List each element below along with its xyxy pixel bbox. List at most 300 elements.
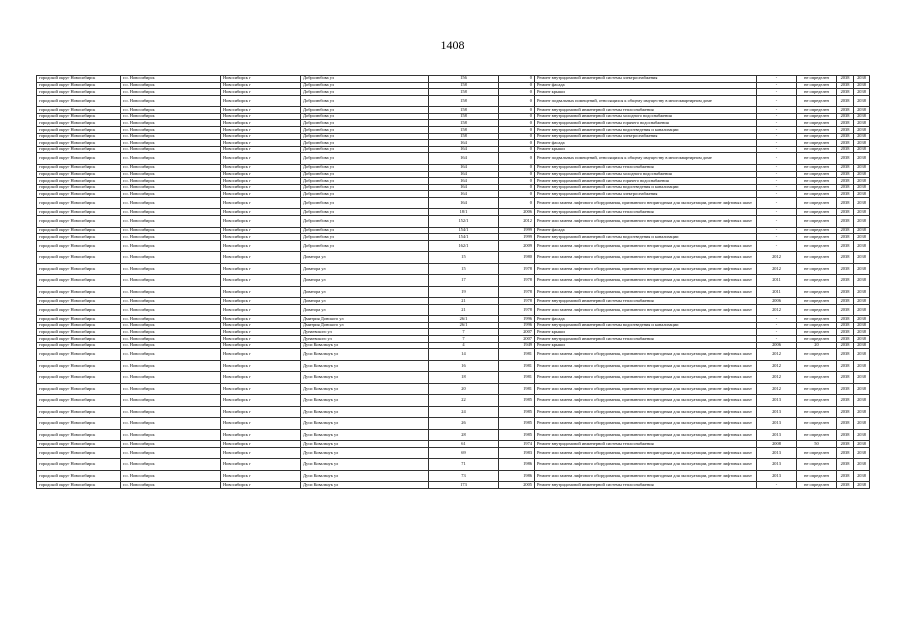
settlement-cell: г.о. Новосибирск — [121, 89, 221, 96]
cost-cell: не определен — [797, 349, 837, 361]
city-cell: Новосибирск г — [221, 89, 301, 96]
cost-cell: не определен — [797, 383, 837, 395]
plan-year-start-cell: 2038 — [837, 275, 854, 287]
house-cell: 156 — [429, 76, 499, 83]
last-repair-cell: - — [757, 216, 797, 228]
street-cell: Добролюбова ул — [301, 133, 429, 140]
settlement-cell: г.о. Новосибирск — [121, 107, 221, 114]
district-cell: городской округ Новосибирск — [37, 372, 121, 384]
district-cell: городской округ Новосибирск — [37, 216, 121, 228]
city-cell: Новосибирск г — [221, 329, 301, 336]
city-cell: Новосибирск г — [221, 316, 301, 323]
city-cell: Новосибирск г — [221, 140, 301, 147]
year-built-cell: 1985 — [499, 395, 535, 407]
table-row — [37, 113, 870, 120]
house-cell: 158 — [429, 107, 499, 114]
plan-year-end-cell: 2038 — [854, 263, 870, 275]
plan-year-end-cell: 2038 — [854, 275, 870, 287]
district-cell: городской округ Новосибирск — [37, 178, 121, 185]
year-built-cell: 1978 — [499, 304, 535, 316]
street-cell: Дмитрия Донского ул — [301, 322, 429, 329]
street-cell: Доватора ул — [301, 304, 429, 316]
work-type-cell: Ремонт внутридомовой инженерной системы горячего водоснабжения — [535, 120, 757, 127]
plan-year-start-cell: 2038 — [837, 316, 854, 323]
table-row — [37, 76, 870, 83]
city-cell: Новосибирск г — [221, 95, 301, 107]
settlement-cell: г.о. Новосибирск — [121, 286, 221, 298]
table-row — [37, 89, 870, 96]
plan-year-end-cell: 2038 — [854, 227, 870, 234]
year-built-cell: 1985 — [499, 429, 535, 441]
city-cell: Новосибирск г — [221, 336, 301, 343]
street-cell: Дуси Ковальчук ул — [301, 342, 429, 349]
house-cell: 164 — [429, 184, 499, 191]
table-row — [37, 153, 870, 165]
house-cell: 164 — [429, 164, 499, 171]
cost-cell: не определен — [797, 76, 837, 83]
house-cell: 158 — [429, 113, 499, 120]
table-row — [37, 240, 870, 252]
city-cell: Новосибирск г — [221, 298, 301, 305]
work-type-cell: Ремонт или замена лифтового оборудования, признанного непригодным для эксплуатации, ремонт лифтовых шахт — [535, 395, 757, 407]
street-cell: Добролюбова ул — [301, 89, 429, 96]
settlement-cell: г.о. Новосибирск — [121, 133, 221, 140]
house-cell: 22 — [429, 395, 499, 407]
settlement-cell: г.о. Новосибирск — [121, 227, 221, 234]
cost-cell: не определен — [797, 133, 837, 140]
last-repair-cell: - — [757, 329, 797, 336]
house-cell: 18 — [429, 372, 499, 384]
street-cell: Дуси Ковальчук ул — [301, 441, 429, 448]
last-repair-cell: - — [757, 197, 797, 209]
plan-year-end-cell: 2038 — [854, 120, 870, 127]
street-cell: Дуси Ковальчук ул — [301, 349, 429, 361]
house-cell: 158 — [429, 89, 499, 96]
table-row — [37, 234, 870, 241]
work-type-cell: Ремонт или замена лифтового оборудования, признанного непригодным для эксплуатации, ремонт лифтовых шахт — [535, 418, 757, 430]
table-row — [37, 227, 870, 234]
plan-year-start-cell: 2038 — [837, 441, 854, 448]
settlement-cell: г.о. Новосибирск — [121, 395, 221, 407]
plan-year-end-cell: 2038 — [854, 178, 870, 185]
street-cell: Доватора ул — [301, 252, 429, 264]
work-type-cell: Ремонт или замена лифтового оборудования, признанного непригодным для эксплуатации, ремонт лифтовых шахт — [535, 197, 757, 209]
year-built-cell: 0 — [499, 107, 535, 114]
capital-repair-table — [36, 75, 870, 489]
street-cell: Добролюбова ул — [301, 234, 429, 241]
settlement-cell: г.о. Новосибирск — [121, 184, 221, 191]
plan-year-start-cell: 2038 — [837, 298, 854, 305]
cost-cell: не определен — [797, 275, 837, 287]
settlement-cell: г.о. Новосибирск — [121, 263, 221, 275]
settlement-cell: г.о. Новосибирск — [121, 372, 221, 384]
cost-cell: не определен — [797, 470, 837, 482]
last-repair-cell: - — [757, 153, 797, 165]
house-cell: 154/1 — [429, 227, 499, 234]
house-cell: 173 — [429, 482, 499, 489]
cost-cell: не определен — [797, 107, 837, 114]
last-repair-cell: 2013 — [757, 406, 797, 418]
plan-year-end-cell: 2038 — [854, 470, 870, 482]
plan-year-start-cell: 2038 — [837, 429, 854, 441]
city-cell: Новосибирск г — [221, 184, 301, 191]
house-cell: 71 — [429, 459, 499, 471]
street-cell: Дуси Ковальчук ул — [301, 470, 429, 482]
district-cell: городской округ Новосибирск — [37, 127, 121, 134]
year-built-cell: 0 — [499, 76, 535, 83]
settlement-cell: г.о. Новосибирск — [121, 113, 221, 120]
city-cell: Новосибирск г — [221, 216, 301, 228]
table-row — [37, 459, 870, 471]
work-type-cell: Ремонт внутридомовой инженерной системы электроснабжения — [535, 133, 757, 140]
plan-year-start-cell: 2038 — [837, 76, 854, 83]
plan-year-end-cell: 2038 — [854, 329, 870, 336]
plan-year-end-cell: 2038 — [854, 113, 870, 120]
city-cell: Новосибирск г — [221, 322, 301, 329]
plan-year-start-cell: 2038 — [837, 113, 854, 120]
year-built-cell: 1985 — [499, 406, 535, 418]
table-row — [37, 322, 870, 329]
cost-cell: не определен — [797, 113, 837, 120]
city-cell: Новосибирск г — [221, 275, 301, 287]
table-row — [37, 336, 870, 343]
street-cell: Дунаевского ул — [301, 336, 429, 343]
settlement-cell: г.о. Новосибирск — [121, 459, 221, 471]
settlement-cell: г.о. Новосибирск — [121, 153, 221, 165]
last-repair-cell: - — [757, 140, 797, 147]
year-built-cell: 1996 — [499, 322, 535, 329]
year-built-cell: 1980 — [499, 252, 535, 264]
plan-year-end-cell: 2038 — [854, 429, 870, 441]
settlement-cell: г.о. Новосибирск — [121, 360, 221, 372]
street-cell: Добролюбова ул — [301, 140, 429, 147]
plan-year-start-cell: 2038 — [837, 164, 854, 171]
plan-year-start-cell: 2038 — [837, 482, 854, 489]
year-built-cell: 1949 — [499, 342, 535, 349]
street-cell: Доватора ул — [301, 275, 429, 287]
table-row — [37, 184, 870, 191]
district-cell: городской округ Новосибирск — [37, 191, 121, 198]
plan-year-start-cell: 2038 — [837, 329, 854, 336]
settlement-cell: г.о. Новосибирск — [121, 406, 221, 418]
plan-year-start-cell: 2038 — [837, 360, 854, 372]
work-type-cell: Ремонт или замена лифтового оборудования, признанного непригодным для эксплуатации, ремонт лифтовых шахт — [535, 372, 757, 384]
plan-year-end-cell: 2038 — [854, 304, 870, 316]
table-row — [37, 263, 870, 275]
house-cell: 158 — [429, 133, 499, 140]
city-cell: Новосибирск г — [221, 252, 301, 264]
last-repair-cell: - — [757, 113, 797, 120]
plan-year-end-cell: 2038 — [854, 197, 870, 209]
table-row — [37, 482, 870, 489]
district-cell: городской округ Новосибирск — [37, 316, 121, 323]
plan-year-end-cell: 2038 — [854, 234, 870, 241]
work-type-cell: Ремонт внутридомовой инженерной системы электроснабжения — [535, 76, 757, 83]
city-cell: Новосибирск г — [221, 342, 301, 349]
work-type-cell: Ремонт внутридомовой инженерной системы теплоснабжения — [535, 298, 757, 305]
last-repair-cell: - — [757, 171, 797, 178]
plan-year-end-cell: 2038 — [854, 336, 870, 343]
work-type-cell: Ремонт или замена лифтового оборудования, признанного непригодным для эксплуатации, ремонт лифтовых шахт — [535, 286, 757, 298]
house-cell: 164 — [429, 146, 499, 153]
city-cell: Новосибирск г — [221, 234, 301, 241]
plan-year-start-cell: 2038 — [837, 178, 854, 185]
work-type-cell: Ремонт или замена лифтового оборудования, признанного непригодным для эксплуатации, ремонт лифтовых шахт — [535, 263, 757, 275]
plan-year-end-cell: 2038 — [854, 298, 870, 305]
table-row — [37, 286, 870, 298]
settlement-cell: г.о. Новосибирск — [121, 127, 221, 134]
settlement-cell: г.о. Новосибирск — [121, 164, 221, 171]
district-cell: городской округ Новосибирск — [37, 234, 121, 241]
table-row — [37, 360, 870, 372]
table-row — [37, 470, 870, 482]
settlement-cell: г.о. Новосибирск — [121, 95, 221, 107]
settlement-cell: г.о. Новосибирск — [121, 342, 221, 349]
table-row — [37, 441, 870, 448]
street-cell: Дуси Ковальчук ул — [301, 395, 429, 407]
city-cell: Новосибирск г — [221, 286, 301, 298]
house-cell: 73 — [429, 470, 499, 482]
district-cell: городской округ Новосибирск — [37, 107, 121, 114]
last-repair-cell: - — [757, 316, 797, 323]
last-repair-cell: 2012 — [757, 263, 797, 275]
city-cell: Новосибирск г — [221, 107, 301, 114]
last-repair-cell: - — [757, 95, 797, 107]
street-cell: Добролюбова ул — [301, 107, 429, 114]
plan-year-end-cell: 2038 — [854, 459, 870, 471]
district-cell: городской округ Новосибирск — [37, 240, 121, 252]
work-type-cell: Ремонт внутридомовой инженерной системы водоотведения и канализации — [535, 184, 757, 191]
house-cell: 26 — [429, 418, 499, 430]
house-cell: 164 — [429, 191, 499, 198]
city-cell: Новосибирск г — [221, 191, 301, 198]
plan-year-start-cell: 2038 — [837, 372, 854, 384]
settlement-cell: г.о. Новосибирск — [121, 441, 221, 448]
street-cell: Доватора ул — [301, 263, 429, 275]
plan-year-end-cell: 2038 — [854, 171, 870, 178]
last-repair-cell: 2006 — [757, 342, 797, 349]
year-built-cell: 0 — [499, 171, 535, 178]
cost-cell: не определен — [797, 482, 837, 489]
plan-year-start-cell: 2038 — [837, 107, 854, 114]
house-cell: 16 — [429, 360, 499, 372]
work-type-cell: Ремонт внутридомовой инженерной системы водоотведения и канализации — [535, 322, 757, 329]
house-cell: 164 — [429, 171, 499, 178]
district-cell: городской округ Новосибирск — [37, 383, 121, 395]
settlement-cell: г.о. Новосибирск — [121, 304, 221, 316]
street-cell: Добролюбова ул — [301, 171, 429, 178]
district-cell: городской округ Новосибирск — [37, 227, 121, 234]
plan-year-end-cell: 2038 — [854, 127, 870, 134]
district-cell: городской округ Новосибирск — [37, 429, 121, 441]
house-cell: 15 — [429, 252, 499, 264]
year-built-cell: 1978 — [499, 275, 535, 287]
settlement-cell: г.о. Новосибирск — [121, 76, 221, 83]
last-repair-cell: - — [757, 133, 797, 140]
last-repair-cell: - — [757, 82, 797, 89]
last-repair-cell: - — [757, 120, 797, 127]
cost-cell: не определен — [797, 240, 837, 252]
plan-year-start-cell: 2038 — [837, 252, 854, 264]
cost-cell: не определен — [797, 286, 837, 298]
last-repair-cell: 2012 — [757, 383, 797, 395]
work-type-cell: Ремонт крыши — [535, 146, 757, 153]
table-row — [37, 395, 870, 407]
cost-cell: не определен — [797, 406, 837, 418]
district-cell: городской округ Новосибирск — [37, 82, 121, 89]
plan-year-end-cell: 2038 — [854, 360, 870, 372]
table-row — [37, 316, 870, 323]
settlement-cell: г.о. Новосибирск — [121, 383, 221, 395]
plan-year-end-cell: 2038 — [854, 349, 870, 361]
table-row — [37, 252, 870, 264]
house-cell: 24 — [429, 406, 499, 418]
plan-year-start-cell: 2038 — [837, 127, 854, 134]
work-type-cell: Ремонт фасада — [535, 316, 757, 323]
table-row — [37, 82, 870, 89]
work-type-cell: Ремонт или замена лифтового оборудования, признанного непригодным для эксплуатации, ремонт лифтовых шахт — [535, 304, 757, 316]
cost-cell: 20 — [797, 342, 837, 349]
last-repair-cell: - — [757, 191, 797, 198]
district-cell: городской округ Новосибирск — [37, 459, 121, 471]
work-type-cell: Ремонт или замена лифтового оборудования, признанного непригодным для эксплуатации, ремонт лифтовых шахт — [535, 275, 757, 287]
street-cell: Дмитрия Донского ул — [301, 316, 429, 323]
cost-cell: не определен — [797, 459, 837, 471]
street-cell: Доватора ул — [301, 298, 429, 305]
table-row — [37, 146, 870, 153]
last-repair-cell: - — [757, 240, 797, 252]
table-row — [37, 127, 870, 134]
plan-year-end-cell: 2038 — [854, 395, 870, 407]
district-cell: городской округ Новосибирск — [37, 298, 121, 305]
plan-year-start-cell: 2038 — [837, 140, 854, 147]
plan-year-end-cell: 2038 — [854, 164, 870, 171]
settlement-cell: г.о. Новосибирск — [121, 470, 221, 482]
work-type-cell: Ремонт или замена лифтового оборудования, признанного непригодным для эксплуатации, ремонт лифтовых шахт — [535, 459, 757, 471]
house-cell: 18/1 — [429, 209, 499, 216]
year-built-cell: 0 — [499, 146, 535, 153]
table-row — [37, 197, 870, 209]
street-cell: Добролюбова ул — [301, 184, 429, 191]
year-built-cell: 2007 — [499, 336, 535, 343]
work-type-cell: Ремонт или замена лифтового оборудования, признанного непригодным для эксплуатации, ремонт лифтовых шахт — [535, 360, 757, 372]
settlement-cell: г.о. Новосибирск — [121, 429, 221, 441]
house-cell: 28 — [429, 429, 499, 441]
table-row — [37, 406, 870, 418]
year-built-cell: 1978 — [499, 298, 535, 305]
city-cell: Новосибирск г — [221, 153, 301, 165]
last-repair-cell: 2012 — [757, 349, 797, 361]
cost-cell: не определен — [797, 171, 837, 178]
city-cell: Новосибирск г — [221, 178, 301, 185]
district-cell: городской округ Новосибирск — [37, 441, 121, 448]
district-cell: городской округ Новосибирск — [37, 342, 121, 349]
street-cell: Добролюбова ул — [301, 95, 429, 107]
work-type-cell: Ремонт или замена лифтового оборудования, признанного непригодным для эксплуатации, ремонт лифтовых шахт — [535, 252, 757, 264]
cost-cell: не определен — [797, 252, 837, 264]
work-type-cell: Ремонт подвальных помещений, относящихся к общему имуществу в многоквартирном доме — [535, 95, 757, 107]
city-cell: Новосибирск г — [221, 459, 301, 471]
city-cell: Новосибирск г — [221, 240, 301, 252]
settlement-cell: г.о. Новосибирск — [121, 234, 221, 241]
plan-year-end-cell: 2038 — [854, 406, 870, 418]
street-cell: Добролюбова ул — [301, 120, 429, 127]
plan-year-start-cell: 2038 — [837, 216, 854, 228]
work-type-cell: Ремонт подвальных помещений, относящихся к общему имуществу в многоквартирном доме — [535, 153, 757, 165]
settlement-cell: г.о. Новосибирск — [121, 322, 221, 329]
city-cell: Новосибирск г — [221, 263, 301, 275]
table-row — [37, 383, 870, 395]
plan-year-end-cell: 2038 — [854, 107, 870, 114]
year-built-cell: 1986 — [499, 459, 535, 471]
plan-year-start-cell: 2038 — [837, 133, 854, 140]
district-cell: городской округ Новосибирск — [37, 286, 121, 298]
table-row — [37, 107, 870, 114]
table-row — [37, 304, 870, 316]
year-built-cell: 0 — [499, 197, 535, 209]
plan-year-end-cell: 2038 — [854, 133, 870, 140]
last-repair-cell: 2013 — [757, 459, 797, 471]
city-cell: Новосибирск г — [221, 406, 301, 418]
district-cell: городской округ Новосибирск — [37, 349, 121, 361]
last-repair-cell: - — [757, 107, 797, 114]
cost-cell: не определен — [797, 209, 837, 216]
work-type-cell: Ремонт внутридомовой инженерной системы теплоснабжения — [535, 336, 757, 343]
street-cell: Дуси Ковальчук ул — [301, 383, 429, 395]
house-cell: 20 — [429, 383, 499, 395]
city-cell: Новосибирск г — [221, 76, 301, 83]
cost-cell: не определен — [797, 372, 837, 384]
house-cell: 15 — [429, 263, 499, 275]
year-built-cell: 2007 — [499, 329, 535, 336]
plan-year-start-cell: 2038 — [837, 153, 854, 165]
year-built-cell: 0 — [499, 120, 535, 127]
last-repair-cell: - — [757, 234, 797, 241]
last-repair-cell: - — [757, 322, 797, 329]
plan-year-start-cell: 2038 — [837, 342, 854, 349]
year-built-cell: 2012 — [499, 216, 535, 228]
street-cell: Дуси Ковальчук ул — [301, 447, 429, 459]
last-repair-cell: - — [757, 336, 797, 343]
plan-year-end-cell: 2038 — [854, 89, 870, 96]
year-built-cell: 0 — [499, 89, 535, 96]
street-cell: Доватора ул — [301, 286, 429, 298]
work-type-cell: Ремонт внутридомовой инженерной системы холодного водоснабжения — [535, 113, 757, 120]
year-built-cell: 1981 — [499, 372, 535, 384]
street-cell: Дуси Ковальчук ул — [301, 459, 429, 471]
cost-cell: не определен — [797, 298, 837, 305]
district-cell: городской округ Новосибирск — [37, 322, 121, 329]
work-type-cell: Ремонт фасада — [535, 82, 757, 89]
work-type-cell: Ремонт или замена лифтового оборудования, признанного непригодным для эксплуатации, ремонт лифтовых шахт — [535, 383, 757, 395]
cost-cell: не определен — [797, 322, 837, 329]
last-repair-cell: 2013 — [757, 429, 797, 441]
house-cell: 158 — [429, 82, 499, 89]
cost-cell: не определен — [797, 127, 837, 134]
year-built-cell: 1978 — [499, 263, 535, 275]
district-cell: городской округ Новосибирск — [37, 263, 121, 275]
plan-year-start-cell: 2038 — [837, 197, 854, 209]
table-row — [37, 418, 870, 430]
city-cell: Новосибирск г — [221, 360, 301, 372]
cost-cell: не определен — [797, 120, 837, 127]
cost-cell: не определен — [797, 329, 837, 336]
city-cell: Новосибирск г — [221, 146, 301, 153]
year-built-cell: 1999 — [499, 227, 535, 234]
house-cell: 69 — [429, 447, 499, 459]
plan-year-end-cell: 2038 — [854, 82, 870, 89]
district-cell: городской округ Новосибирск — [37, 275, 121, 287]
